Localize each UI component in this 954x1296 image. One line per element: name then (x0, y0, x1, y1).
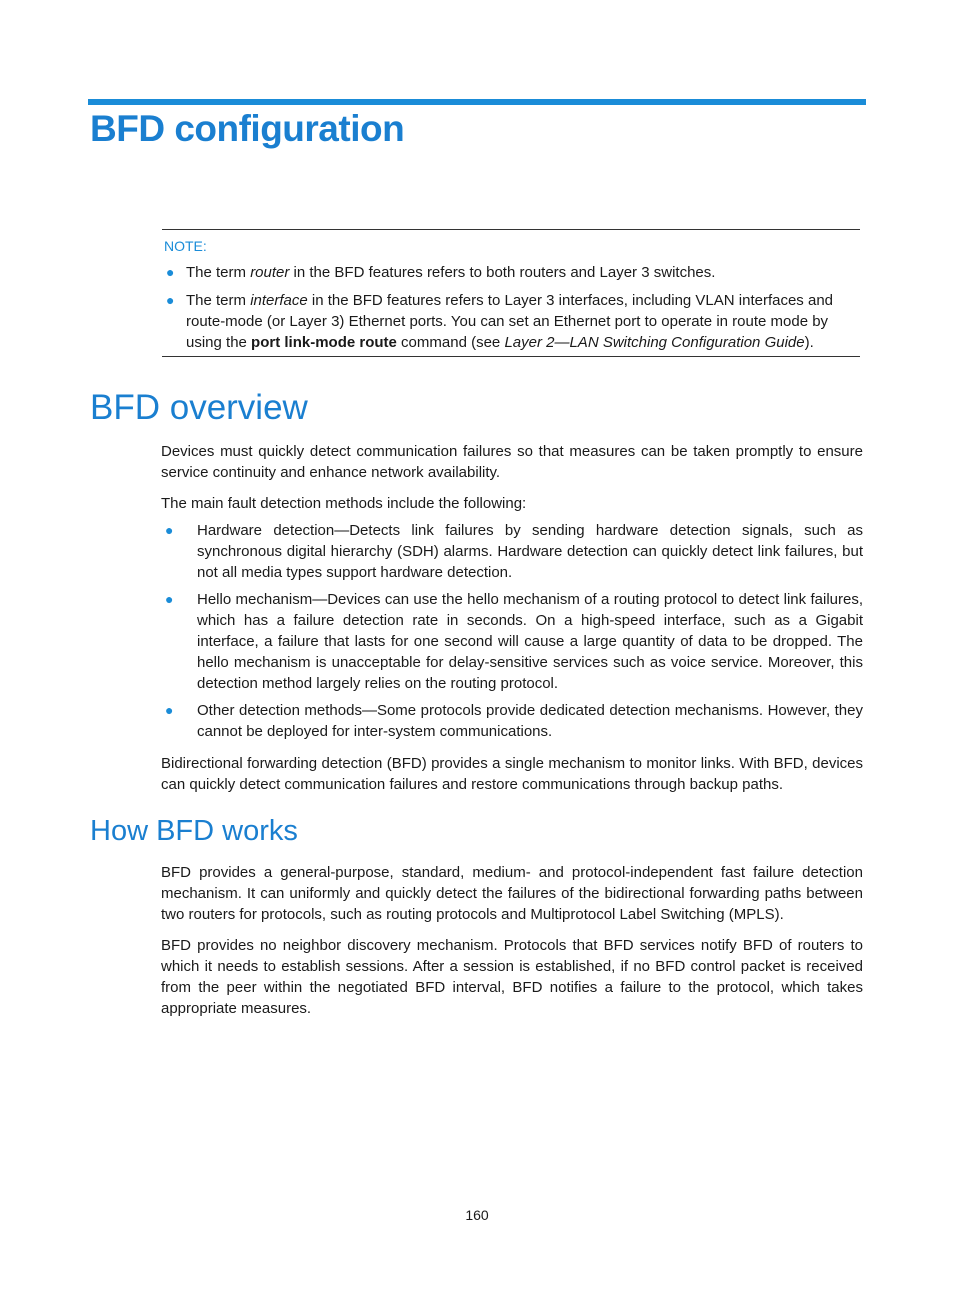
chapter-top-rule (88, 99, 866, 105)
note-list (162, 262, 860, 353)
fault-detection-list (161, 520, 863, 748)
bullet-icon: ● (165, 702, 174, 718)
bullet-icon: ● (166, 292, 175, 308)
section-heading-how-bfd-works: How BFD works (90, 815, 298, 847)
note-text: in the BFD features refers to both routers and Layer 3 switches. (289, 264, 716, 281)
chapter-title: BFD configuration (90, 108, 405, 149)
list-item-text: Hardware detection—Detects link failures by sending hardware detection signals, such as synchronous digital hierarchy (SDH) alarms. Hardware detection can quickly detect link failures, but not all media types support hardware detection. (197, 522, 863, 581)
list-item (161, 589, 863, 694)
section-heading-bfd-overview: BFD overview (90, 388, 308, 427)
paragraph: BFD provides a general-purpose, standard, medium- and protocol-independent fast failure detection mechanism. It can uniformly and quickly detect the failures of the bidirectional forwarding paths between two routers for protocols, such as routing protocols and Multiprotocol Label Switching (MPLS). (161, 864, 863, 923)
note-guide-reference: Layer 2—LAN Switching Configuration Guide (504, 334, 805, 351)
bullet-icon: ● (165, 522, 174, 538)
note-label: NOTE: (164, 238, 207, 254)
note-item (162, 262, 860, 283)
paragraph: Devices must quickly detect communication failures so that measures can be taken promptly to ensure service continuity and enhance network availability. (161, 443, 863, 481)
list-item-text: Hello mechanism—Devices can use the hello mechanism of a routing protocol to detect link failures, which has a failure detection rate in seconds. On a high-speed interface, such as a Gigabit interface, a failure that lasts for one second will cause a large quantity of data to be dropped. The hello mechanism is unacceptable for delay-sensitive services such as voice service. Moreover, this detection method largely relies on the routing protocol. (197, 591, 863, 692)
note-text: ). (804, 334, 814, 351)
note-term: router (250, 264, 290, 281)
note-text: in the BFD features refers to Layer 3 interfaces, including VLAN interfaces and route-mode (or Layer 3) Ethernet ports. You can set an Ethernet port to operate in route mode by using the (186, 292, 834, 351)
paragraph: BFD provides no neighbor discovery mechanism. Protocols that BFD services notify BFD of routers to which it needs to establish sessions. After a session is established, if no BFD control packet is received from the peer within the negotiated BFD interval, BFD notifies a failure to the protocol, which takes appropriate measures. (161, 937, 863, 1017)
paragraph: Bidirectional forwarding detection (BFD) provides a single mechanism to monitor links. With BFD, devices can quickly detect communication failures and restore communications through backup paths. (161, 755, 863, 793)
list-item (161, 700, 863, 742)
note-command: port link-mode route (251, 334, 397, 351)
note-text: The term (186, 292, 251, 309)
paragraph: The main fault detection methods include the following: (161, 495, 527, 512)
note-item (162, 290, 860, 353)
list-item-text: Other detection methods—Some protocols provide dedicated detection mechanisms. However, they cannot be deployed for inter-system communications. (197, 702, 863, 740)
bullet-icon: ● (166, 264, 175, 280)
page-number: 160 (465, 1207, 489, 1223)
bullet-icon: ● (165, 591, 174, 607)
list-item (161, 520, 863, 583)
note-text: command (see (396, 334, 505, 351)
note-text: The term (186, 264, 251, 281)
note-box (162, 229, 860, 357)
note-term: interface (250, 292, 308, 309)
